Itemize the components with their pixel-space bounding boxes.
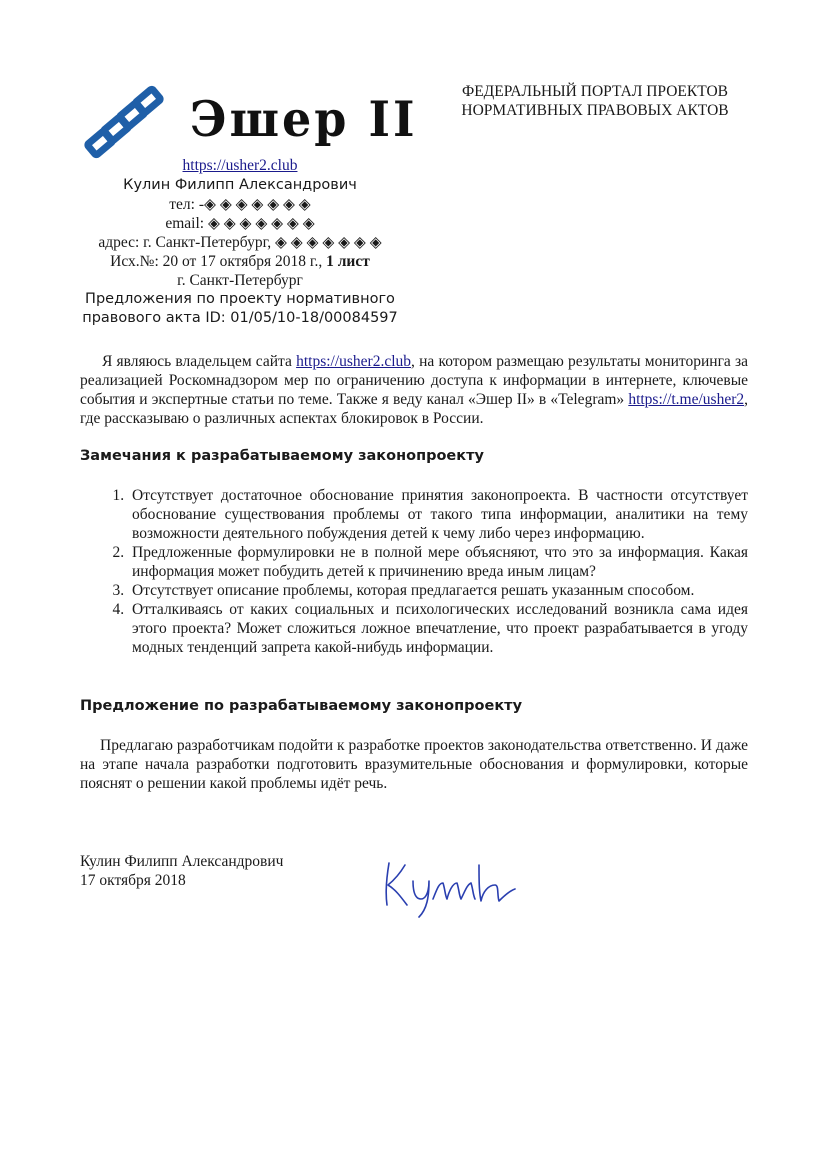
- city-line: г. Санкт-Петербург: [177, 272, 303, 289]
- intro-text: Я являюсь владельцем сайта: [102, 353, 297, 370]
- logo-wordmark: Эшер II: [190, 90, 418, 148]
- sender-name: Кулин Филипп Александрович: [123, 177, 357, 193]
- subject-line: Предложения по проекту нормативного: [85, 291, 395, 307]
- reference-line: [60, 252, 420, 271]
- address-line: [60, 233, 420, 252]
- recipient-line: НОРМАТИВНЫХ ПРАВОВЫХ АКТОВ: [461, 102, 729, 119]
- phone-label: тел:: [169, 196, 195, 213]
- sheet-count: 1 лист: [326, 253, 370, 270]
- proposal-paragraph: Предлагаю разработчикам подойти к разработке проектов законодательства ответственно. И даже на этапе начала разработки подготовить вразумительные обоснования и формулировки, которые пояснят о решении какой проблемы идёт речь.: [80, 737, 748, 792]
- list-item: 3. Отсутствует описание проблемы, которая предлагается решать указанным способом.: [128, 581, 748, 600]
- intro-paragraph: [80, 352, 748, 428]
- list-item: 1. Отсутствует достаточное обоснование принятия законопроекта. В частности отсутствует обоснование существования проблемы от такого типа информации, аналитики на тему возможности деятельного побуждения детей к чему либо через информацию.: [128, 486, 748, 543]
- list-item: 2. Предложенные формулировки не в полной мере объясняют, что это за информация. Какая информация может побудить детей к причинению вреда иным лицам?: [128, 543, 748, 581]
- signoff-date: 17 октября 2018: [80, 872, 186, 889]
- intro-text: , на котором размещаю результаты мониторинга за реализацией Роскомнадзором мер по ограничению доступа к информации в интернете, ключевые события и экспертные статьи по теме. Также я веду канал «Эшер II» в «Telegram»: [80, 353, 748, 408]
- logo-chain-icon: [83, 78, 173, 166]
- signoff-name: Кулин Филипп Александрович: [80, 853, 284, 870]
- intro-text: , где рассказываю о различных аспектах блокировок в России.: [80, 391, 748, 427]
- telegram-link[interactable]: https://t.me/usher2: [628, 391, 745, 408]
- email-label: email:: [165, 215, 205, 232]
- recipient-line: ФЕДЕРАЛЬНЫЙ ПОРТАЛ ПРОЕКТОВ: [461, 83, 729, 100]
- site-link[interactable]: https://usher2.club: [296, 353, 412, 370]
- proposal-heading: Предложение по разрабатываемому законопроекту: [80, 698, 523, 714]
- address-masked-value: ◈ ◈ ◈ ◈ ◈ ◈ ◈: [274, 234, 382, 251]
- list-item: 4. Отталкиваясь от каких социальных и психологических исследований возникла сама идея этого проекта? Может сложиться ложное впечатление, что проект разрабатывается в угоду модных тенденций запрета какой-нибудь информации.: [128, 600, 748, 657]
- phone-line: [60, 195, 420, 214]
- recipient-block: [420, 82, 770, 120]
- remarks-list: [80, 486, 748, 657]
- remarks-heading: Замечания к разрабатываемому законопроекту: [80, 448, 484, 464]
- email-line: [60, 214, 420, 233]
- phone-masked-value: -◈ ◈ ◈ ◈ ◈ ◈ ◈: [198, 196, 311, 213]
- site-link-line: [60, 156, 420, 175]
- site-link[interactable]: https://usher2.club: [182, 157, 298, 174]
- address-text: адрес: г. Санкт-Петербург,: [98, 234, 272, 251]
- subject-line: правового акта ID: 01/05/10-18/00084597: [82, 310, 398, 326]
- reference-text: Исх.№: 20 от 17 октября 2018 г.,: [110, 253, 323, 270]
- handwritten-signature: [375, 845, 520, 925]
- email-masked-value: ◈ ◈ ◈ ◈ ◈ ◈ ◈: [207, 215, 315, 232]
